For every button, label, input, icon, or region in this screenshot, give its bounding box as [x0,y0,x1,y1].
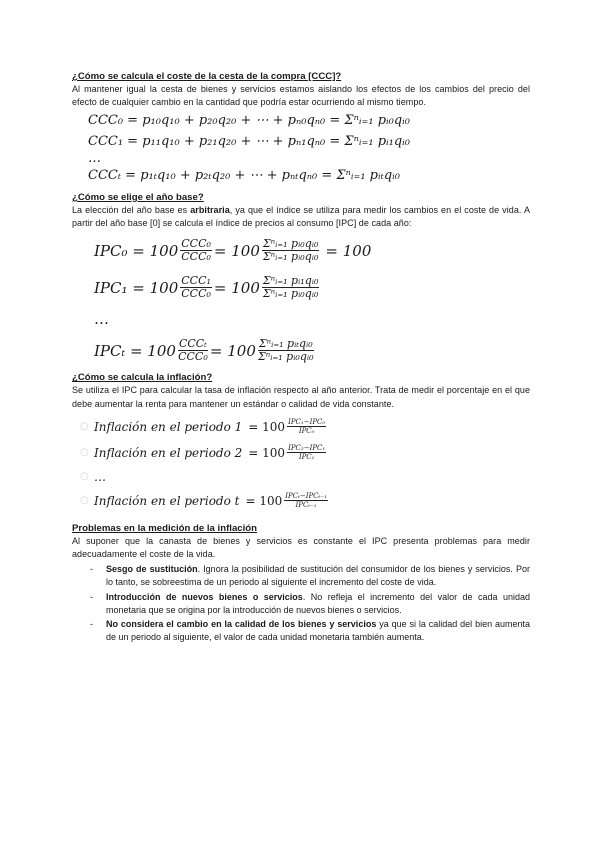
inflation-row-0-den: IPC₀ [298,426,315,435]
ccc-equations [88,111,530,187]
ipc-row-0-frac1 [180,238,212,263]
dash-bullet-icon: - [90,618,93,629]
ipc-row-1-den2: Σⁿᵢ₌₁ pᵢ₀qᵢ₀ [262,286,319,300]
paragraph-inflation: Se utiliza el IPC para calcular la tasa de inflación respecto al año anterior. Trata de medir el porcentaje en el que debe aumentar la renta para mantener un estándar o calidad de vida constante. [72,385,530,409]
inflation-ellipsis-row [80,466,530,488]
ipc-row-0-mid: = 100 [213,241,260,260]
ipc-row-2-num1: CCCₜ [178,337,207,351]
inflation-row-1-num: IPC₂−IPC₁ [288,443,326,452]
inflation-row-0-frac [287,419,326,435]
paragraph-base-year [72,204,530,230]
ipc-row-0 [94,232,530,269]
inflation-row-1-den: IPC₁ [298,452,315,461]
ipc-row-0-frac2 [262,238,320,263]
heading-ccc: ¿Cómo se calcula el coste de la cesta de la compra [CCC]? [72,71,342,82]
inflation-row-0-num: IPC₁−IPC₀ [288,417,326,426]
ipc-row-1-frac2 [262,275,320,300]
list-item-bold: Sesgo de sustitución [106,564,198,575]
list-item [72,618,530,644]
inflation-row-0-lhs: Inflación en el periodo 1 [94,419,243,434]
heading-inflation: ¿Cómo se calcula la inflación? [72,372,213,384]
ccc-eq-row-0: CCC₀ = p₁₀q₁₀ + p₂₀q₂₀ + ⋯ + pₙ₀qₙ₀ = Σⁿᵢ₌₁ pᵢ₀qᵢ₀ [88,113,410,129]
inflation-equations [80,414,530,514]
circle-bullet-icon: ○ [80,495,89,507]
ipc-row-2 [94,332,530,369]
ipc-row-1-frac1 [180,275,212,300]
inflation-row-1-frac [287,445,326,461]
ipc-row-2-num2: Σⁿᵢ₌₁ pᵢₜqᵢ₀ [258,337,313,351]
ccc-eq-row-3: CCCₜ = p₁ₜq₁₀ + p₂ₜq₂₀ + ⋯ + pₙₜqₙ₀ = Σⁿᵢ₌₁ pᵢₜqᵢ₀ [88,168,400,184]
inflation-ellipsis: … [94,469,106,484]
ipc-row-2-lhs: IPCₜ = 100 [94,341,176,360]
ccc-eq-row-2: … [88,151,101,167]
ipc-row-0-den1: CCC₀ [181,249,211,263]
inflation-row-2-frac [284,493,327,509]
ipc-ellipsis-row [94,306,530,332]
document-page [72,70,530,645]
base-year-text-a: La elección del año base es [72,204,191,215]
list-item-text: ya que si la calidad del bien aumenta de un periodo al siguiente, el valor de cada unidad monetaria también aumenta. [106,618,530,643]
ipc-row-1 [94,269,530,306]
inflation-row-2-den: IPCₜ₋₁ [295,500,317,509]
ipc-row-1-mid: = 100 [213,278,260,297]
dash-bullet-icon: - [90,564,93,575]
ipc-row-0-num1: CCC₀ [181,237,211,251]
inflation-row-2-num: IPCₜ−IPCₜ₋₁ [285,491,327,500]
ipc-row-1-num2: Σⁿᵢ₌₁ pᵢ₁qᵢ₀ [262,274,319,288]
base-year-text-b: , ya que el índice se utiliza para medir los cambios en el coste de vida. A partir del año base [0] se calcula el índice de precios al consumo [IPC] de cada año: [72,204,531,229]
dash-bullet-icon: - [90,591,93,602]
inflation-row-1-eq: = 100 [248,445,286,460]
ipc-row-2-frac1 [178,338,208,363]
list-item [72,563,530,589]
ipc-row-2-frac2 [258,338,314,363]
circle-bullet-icon: ○ [80,421,89,433]
inflation-row-2-eq: = 100 [245,493,283,508]
circle-bullet-icon: ○ [80,471,89,483]
paragraph-ccc: Al mantener igual la cesta de bienes y servicios estamos aislando los efectos de los cambios del precio del efecto de cualquier cambio en la cantidad que podría estar ocurriendo al mismo tiempo. [72,84,530,108]
list-item-bold: Introducción de nuevos bienes o servicios [106,591,303,602]
ipc-equations [94,232,530,369]
base-year-bold: arbitraria [190,204,230,215]
problems-list [72,563,530,644]
ipc-row-0-den2: Σⁿᵢ₌₁ pᵢ₀qᵢ₀ [262,249,319,263]
ipc-row-2-mid: = 100 [209,341,256,360]
ipc-row-0-num2: Σⁿᵢ₌₁ pᵢ₀qᵢ₀ [262,237,319,251]
inflation-row-2-lhs: Inflación en el periodo t [94,493,240,508]
ipc-row-1-den1: CCC₀ [181,286,211,300]
list-item-text: . Ignora la posibilidad de sustitución del consumidor de los bienes y servicios. Por lo tanto, se sobreestima de un periodo al siguiente el incremento del coste de vida. [106,564,530,588]
ipc-row-1-num1: CCC₁ [181,274,211,288]
circle-bullet-icon: ○ [80,447,89,459]
inflation-row-1-lhs: Inflación en el periodo 2 [94,445,243,460]
ipc-row-1-lhs: IPC₁ = 100 [94,278,179,297]
heading-base-year: ¿Cómo se elige el año base? [72,191,204,203]
ipc-row-2-den2: Σⁿᵢ₌₁ pᵢ₀qᵢ₀ [258,349,314,363]
inflation-row-2 [80,488,530,514]
list-item-text: . No refleja el incremento del valor de cada unidad monetaria que se origina por la introducción de nuevos bienes o servicios. [106,591,530,615]
ccc-eq-row-1: CCC₁ = p₁₁q₁₀ + p₂₁q₂₀ + ⋯ + pₙ₁qₙ₀ = Σⁿᵢ₌₁ pᵢ₁qᵢ₀ [88,133,410,149]
ipc-row-0-lhs: IPC₀ = 100 [94,241,179,260]
paragraph-problems: Al suponer que la canasta de bienes y servicios es constante el IPC presenta problemas para medir adecuadamente el coste de la vida. [72,535,530,559]
list-item [72,591,530,617]
inflation-row-1 [80,440,530,466]
inflation-row-0-eq: = 100 [248,419,286,434]
heading-problems: Problemas en la medición de la inflación [72,522,257,534]
inflation-row-0 [80,414,530,440]
ipc-row-2-den1: CCC₀ [178,349,208,363]
ipc-ellipsis: … [94,310,109,329]
list-item-bold: No considera el cambio en la calidad de los bienes y servicios [106,618,377,629]
ipc-row-0-rhs: = 100 [325,241,372,260]
